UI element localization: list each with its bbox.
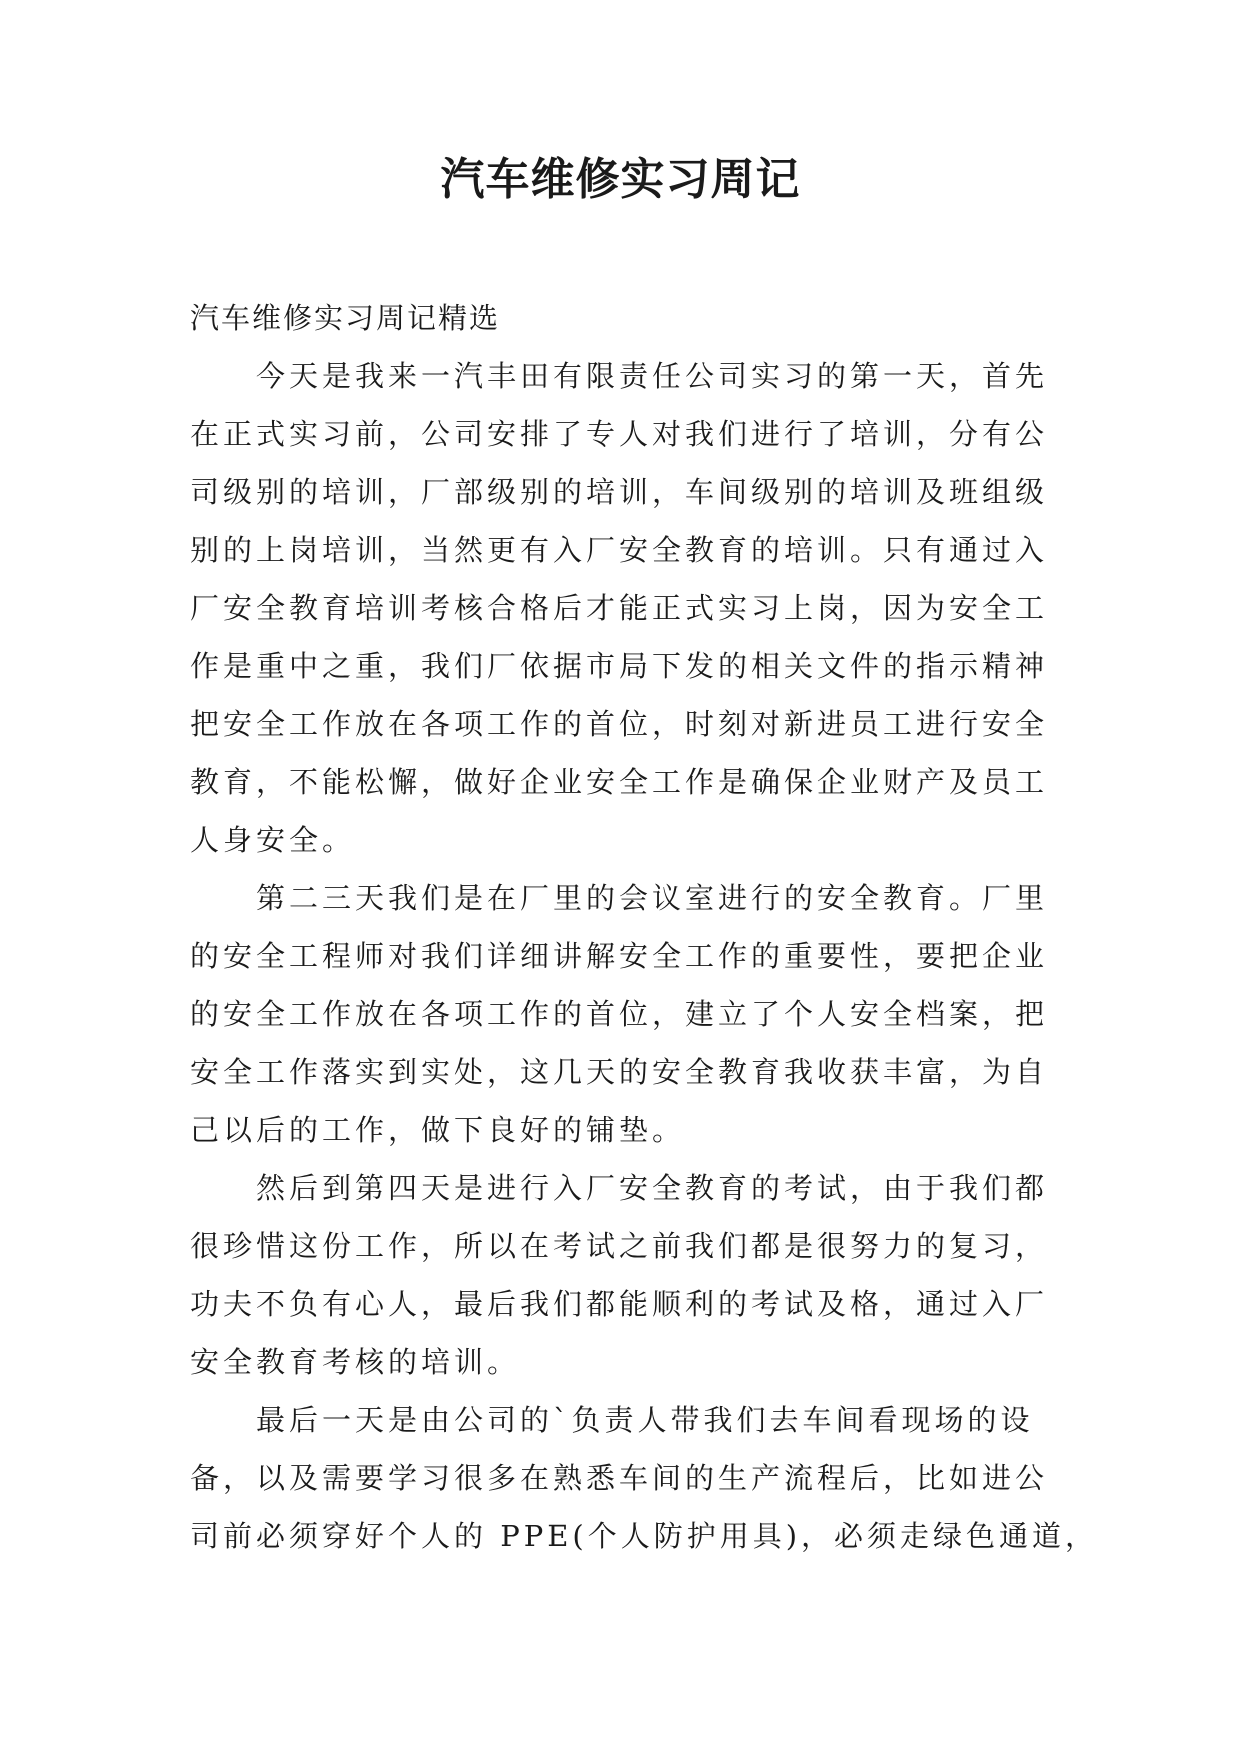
paragraph-line: 功夫不负有心人，最后我们都能顺利的考试及格，通过入厂 (190, 1287, 1049, 1321)
document-subtitle: 汽车维修实习周记精选 (190, 301, 501, 335)
paragraph (190, 1159, 1060, 1391)
paragraph-line: 安全工作落实到实处，这几天的安全教育我收获丰富，为自 (190, 1055, 1049, 1089)
paragraph-line: 安全教育考核的培训。 (190, 1345, 521, 1379)
paragraph-line: 的安全工程师对我们详细讲解安全工作的重要性，要把企业 (190, 939, 1049, 973)
paragraph-line: 最后一天是由公司的`负责人带我们去车间看现场的设 (256, 1403, 1034, 1437)
paragraph-line: 然后到第四天是进行入厂安全教育的考试，由于我们都 (256, 1171, 1049, 1205)
document-title: 汽车维修实习周记 (440, 154, 801, 205)
paragraph-line: 很珍惜这份工作，所以在考试之前我们都是很努力的复习， (190, 1229, 1049, 1263)
paragraph-line: 司前必须穿好个人的 PPE(个人防护用具)，必须走绿色通道， (190, 1519, 1099, 1553)
paragraph-line: 第二三天我们是在厂里的会议室进行的安全教育。厂里 (256, 881, 1049, 915)
paragraph-line: 备，以及需要学习很多在熟悉车间的生产流程后，比如进公 (190, 1461, 1049, 1495)
paragraph-line: 把安全工作放在各项工作的首位，时刻对新进员工进行安全 (190, 707, 1049, 741)
paragraph-line: 己以后的工作，做下良好的铺垫。 (190, 1113, 686, 1147)
paragraph (190, 347, 1060, 869)
paragraph-line: 教育，不能松懈，做好企业安全工作是确保企业财产及员工 (190, 765, 1049, 799)
paragraph-line: 厂安全教育培训考核合格后才能正式实习上岗，因为安全工 (190, 591, 1049, 625)
paragraph-line: 在正式实习前，公司安排了专人对我们进行了培训，分有公 (190, 417, 1049, 451)
paragraph-line: 别的上岗培训，当然更有入厂安全教育的培训。只有通过入 (190, 533, 1049, 567)
paragraph-line: 人身安全。 (190, 823, 356, 857)
paragraph (190, 1391, 1099, 1565)
paragraph-line: 的安全工作放在各项工作的首位，建立了个人安全档案，把 (190, 997, 1049, 1031)
paragraph-line: 司级别的培训，厂部级别的培训，车间级别的培训及班组级 (190, 475, 1049, 509)
paragraph (190, 869, 1060, 1159)
paragraph-line: 作是重中之重，我们厂依据市局下发的相关文件的指示精神 (190, 649, 1049, 683)
document-body (190, 347, 1099, 1565)
paragraph-line: 今天是我来一汽丰田有限责任公司实习的第一天，首先 (256, 359, 1049, 393)
